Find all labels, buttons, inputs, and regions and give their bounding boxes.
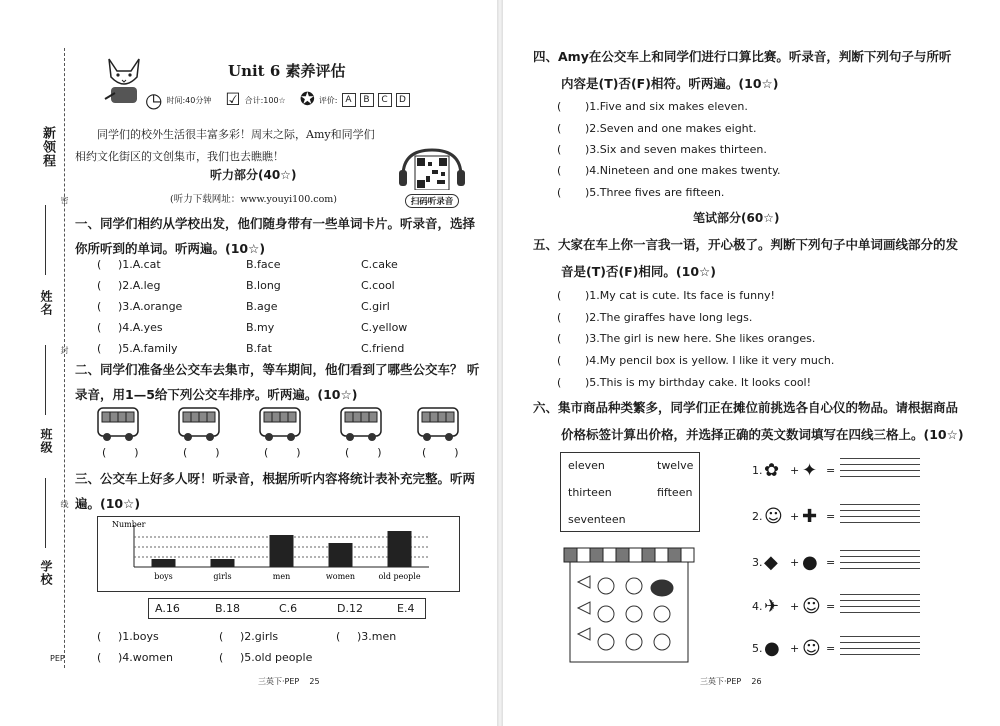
word-fifteen: fifteen (657, 486, 693, 499)
download-url-text: (听力下载网址：www.youyi100.com) (170, 194, 338, 205)
toy-icon: ● (802, 552, 818, 573)
listening-section-title: 听力部分(40☆) (210, 168, 297, 182)
q1-answer-blank[interactable]: ( (97, 342, 102, 355)
four-line-writing-area[interactable] (840, 504, 920, 524)
word-thirteen: thirteen (568, 486, 612, 499)
plus-sign: + (790, 510, 800, 523)
chart-x-tick-label: boys (154, 572, 173, 581)
q3-option-d: D.12 (337, 602, 363, 615)
bar-chart (98, 517, 459, 591)
writing-section-title: 笔试部分(60☆) (693, 211, 780, 225)
plus-sign: + (790, 464, 800, 477)
brand-label: 新领程 (40, 126, 55, 168)
medal-icon: ✪ (299, 89, 315, 110)
toy-icon: ✿ (764, 460, 780, 481)
q5-item-2: )2.The giraffes have long legs. (585, 311, 753, 324)
q1-row-5-c: C.friend (361, 342, 405, 355)
q3-answer-1: )1.boys (118, 630, 159, 643)
q1-answer-blank[interactable]: ( (97, 300, 102, 313)
bus-order-blank[interactable]: ( ) (183, 446, 220, 459)
q3-answer-blank[interactable]: ( (219, 630, 224, 643)
bus-item (258, 406, 302, 459)
q4-title-line-1: 四、Amy在公交车上和同学们进行口算比赛。听录音，判断下列句子与所听 (533, 49, 952, 64)
page-number-right: 三英下·PEP 26 (700, 677, 762, 686)
toy-icon: ☺ (764, 506, 783, 527)
q3-answer-3: )3.men (357, 630, 397, 643)
grade-box-c[interactable]: C (378, 93, 392, 107)
chart-bar-old-people (388, 531, 412, 567)
plus-sign: + (790, 556, 800, 569)
grade-box-d[interactable]: D (396, 93, 410, 107)
q6-item-number: 1. (752, 464, 763, 477)
q5-answer-blank[interactable]: ( (557, 289, 562, 302)
q3-answer-blank[interactable]: ( (219, 651, 224, 664)
seal-mark-xian: 线 (60, 500, 69, 508)
q5-item-1: )1.My cat is cute. Its face is funny! (585, 289, 775, 302)
q1-row-3-b: B.age (246, 300, 278, 313)
name-line (45, 205, 46, 275)
toy-icon: ✈ (764, 596, 780, 617)
q5-answer-blank[interactable]: ( (557, 376, 562, 389)
school-line (45, 478, 46, 548)
bus-item (177, 406, 221, 459)
q1-row-2-c: C.cool (361, 279, 395, 292)
bar-chart-frame (97, 516, 460, 592)
bus-order-blank[interactable]: ( ) (102, 446, 139, 459)
q3-title: 三、公交车上好多人呀！听录音，根据所听内容将统计表补充完整。听两遍。(10☆) (75, 471, 476, 511)
chart-x-tick-label: old people (378, 572, 421, 581)
chart-bar-women (329, 543, 353, 567)
q4-answer-blank[interactable]: ( (557, 164, 562, 177)
q4-title-line-2: 内容是(T)否(F)相符。听两遍。(10☆) (561, 76, 779, 91)
q1-row-3-num: )3.A.orange (118, 300, 183, 313)
chart-x-tick-label: girls (213, 572, 232, 581)
q3-option-c: C.6 (279, 602, 298, 615)
q5-item-5: )5.This is my birthday cake. It looks cool! (585, 376, 812, 389)
q3-answer-4: )4.women (118, 651, 173, 664)
q5-answer-blank[interactable]: ( (557, 354, 562, 367)
grade-box-a[interactable]: A (342, 93, 356, 107)
binding-dashed-line (64, 48, 65, 668)
bus-item (96, 406, 140, 459)
market-stall-image (562, 546, 696, 666)
q6-title-line-1: 六、集市商品种类繁多，同学们正在摊位前挑选各自心仪的物品。请根据商品 (533, 400, 959, 415)
bus-order-blank[interactable]: ( ) (264, 446, 301, 459)
q1-row-1-c: C.cake (361, 258, 398, 271)
q1-row-5-num: )5.A.family (118, 342, 178, 355)
q5-item-3: )3.The girl is new here. She likes oranges. (585, 332, 816, 345)
q6-title-line-2: 价格标签计算出价格，并选择正确的英文数词填写在四线三格上。(10☆) (561, 427, 964, 442)
word-eleven: eleven (568, 459, 605, 472)
chart-x-tick-label: men (272, 572, 291, 581)
q5-item-4: )4.My pencil box is yellow. I like it very much. (585, 354, 835, 367)
four-line-writing-area[interactable] (840, 550, 920, 570)
score-label: 合计:100☆ (244, 95, 286, 105)
toy-icon: ◆ (764, 552, 778, 573)
exam-info-bar (145, 90, 410, 110)
toy-icon: ☺ (802, 596, 821, 617)
bus-order-blank[interactable]: ( ) (422, 446, 459, 459)
four-line-writing-area[interactable] (840, 458, 920, 478)
q1-title: 一、同学们相约从学校出发，他们随身带有一些单词卡片。听录音，选择你所听到的单词。听两遍。(10☆) (75, 216, 476, 256)
four-line-writing-area[interactable] (840, 636, 920, 656)
bus-icon (96, 406, 140, 444)
q3-option-a: A.16 (155, 602, 180, 615)
q6-word-box (560, 452, 700, 532)
chart-x-tick-label: women (325, 572, 356, 581)
q1-answer-blank[interactable]: ( (97, 321, 102, 334)
toy-icon: ☺ (802, 638, 821, 659)
chart-bar-girls (211, 559, 235, 567)
equals-sign: = (826, 510, 836, 523)
bus-icon (339, 406, 383, 444)
class-line (45, 345, 46, 415)
grade-box-b[interactable]: B (360, 93, 374, 107)
q3-option-e: E.4 (397, 602, 415, 615)
q4-answer-blank[interactable]: ( (557, 143, 562, 156)
q3-answer-blank[interactable]: ( (97, 630, 102, 643)
q1-row-1-num: )1.A.cat (118, 258, 161, 271)
footer-pep-label: PEP (50, 654, 65, 663)
plus-sign: + (790, 642, 800, 655)
bus-order-blank[interactable]: ( ) (345, 446, 382, 459)
q3-answer-blank[interactable]: ( (97, 651, 102, 664)
class-label: 班级 (39, 428, 53, 454)
q6-item-number: 3. (752, 556, 763, 569)
left-page (0, 0, 497, 726)
intro-text: 同学们的校外生活很丰富多彩！周末之际，Amy和同学们相约文化街区的文创集市，我们也去瞧瞧！ (75, 128, 375, 163)
q3-answer-5: )5.old people (240, 651, 313, 664)
q1-row-1-b: B.face (246, 258, 281, 271)
q6-item-number: 5. (752, 642, 763, 655)
bus-icon (177, 406, 221, 444)
toy-icon: ✚ (802, 506, 818, 527)
q1-row-4-num: )4.A.yes (118, 321, 163, 334)
word-twelve: twelve (657, 459, 694, 472)
q5-answer-blank[interactable]: ( (557, 332, 562, 345)
q1-answer-blank[interactable]: ( (97, 279, 102, 292)
chart-bar-men (270, 535, 294, 567)
q1-answer-blank[interactable]: ( (97, 258, 102, 271)
q6-item-number: 4. (752, 600, 763, 613)
word-seventeen: seventeen (568, 513, 626, 526)
clock-icon: ◷ (145, 88, 163, 112)
q4-item-5: )5.Three fives are fifteen. (585, 186, 725, 199)
seal-mark-mi: 密 (60, 196, 69, 204)
q4-item-2: )2.Seven and one makes eight. (585, 122, 757, 135)
page-number-left: 三英下·PEP 25 (258, 677, 320, 686)
toy-icon: ● (764, 638, 780, 659)
bus-item (339, 406, 383, 459)
q1-row-5-b: B.fat (246, 342, 272, 355)
name-label: 姓名 (39, 290, 53, 316)
calendar-check-icon: ☑ (225, 90, 241, 110)
q2-title: 二、同学们准备坐公交车去集市，等车期间，他们看到了哪些公交车？ 听录音，用1—5给下列公交车排序。听两遍。(10☆) (75, 362, 480, 402)
equals-sign: = (826, 600, 836, 613)
bus-icon (258, 406, 302, 444)
fox-mascot-image (103, 55, 145, 107)
toy-icon: ✦ (802, 460, 818, 481)
q4-item-1: )1.Five and six makes eleven. (585, 100, 748, 113)
q3-answer-2: )2.girls (240, 630, 279, 643)
q5-title-line-2: 音是(T)否(F)相同。(10☆) (561, 264, 716, 279)
qr-label: 扫码听录音 (405, 194, 459, 208)
equals-sign: = (826, 464, 836, 477)
evaluation-label: 评价: (318, 95, 338, 105)
bus-icon (416, 406, 460, 444)
q1-row-3-c: C.girl (361, 300, 390, 313)
q4-item-4: )4.Nineteen and one makes twenty. (585, 164, 781, 177)
chart-y-axis-label: Number (112, 520, 146, 529)
equals-sign: = (826, 642, 836, 655)
q1-row-2-b: B.long (246, 279, 281, 292)
q1-row-4-b: B.my (246, 321, 275, 334)
four-line-writing-area[interactable] (840, 594, 920, 614)
q4-answer-blank[interactable]: ( (557, 122, 562, 135)
q5-title-line-1: 五、大家在车上你一言我一语，开心极了。判断下列句子中单词画线部分的发 (533, 237, 959, 252)
time-label: 时间:40分钟 (166, 95, 212, 105)
q1-row-2-num: )2.A.leg (118, 279, 161, 292)
q3-answer-blank[interactable]: ( (336, 630, 341, 643)
q3-options-box (148, 598, 426, 619)
q6-item-number: 2. (752, 510, 763, 523)
q3-option-b: B.18 (215, 602, 241, 615)
q4-answer-blank[interactable]: ( (557, 186, 562, 199)
q5-answer-blank[interactable]: ( (557, 311, 562, 324)
plus-sign: + (790, 600, 800, 613)
equals-sign: = (826, 556, 836, 569)
bus-item (416, 406, 460, 459)
unit-title: Unit 6 素养评估 (228, 62, 346, 80)
qr-code-image (397, 146, 467, 190)
qr-code-block[interactable] (397, 146, 467, 207)
school-label: 学校 (39, 560, 53, 586)
seal-mark-feng: 封 (60, 346, 69, 354)
q4-item-3: )3.Six and seven makes thirteen. (585, 143, 767, 156)
q1-row-4-c: C.yellow (361, 321, 408, 334)
q4-answer-blank[interactable]: ( (557, 100, 562, 113)
chart-bar-boys (152, 559, 176, 567)
